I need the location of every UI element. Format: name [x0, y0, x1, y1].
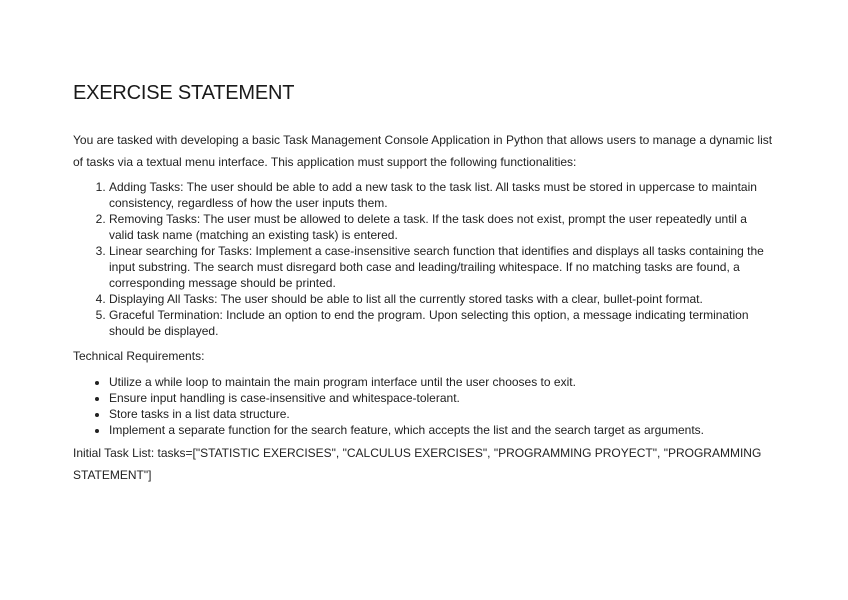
list-item: 3. Linear searching for Tasks: Implement a case-insensitive search function that identifies and displays all tasks containing the input substring. The search must disregard both case and leading/trailing whitespace. If no matching tasks are found, a corresponding message should be printed.: [109, 243, 773, 291]
document-page: [73, 82, 773, 486]
list-item: 2. Removing Tasks: The user must be allowed to delete a task. If the task does not exist, prompt the user repeatedly until a valid task name (matching an existing task) is entered.: [109, 211, 773, 243]
functionalities-list: [73, 179, 773, 339]
list-item: 4. Displaying All Tasks: The user should be able to list all the currently stored tasks with a clear, bullet-point format.: [109, 291, 773, 307]
technical-requirements-heading: Technical Requirements:: [73, 349, 205, 363]
list-item: 5. Graceful Termination: Include an option to end the program. Upon selecting this option, a message indicating termination should be displayed.: [109, 307, 773, 339]
document-title: EXERCISE STATEMENT: [73, 82, 295, 104]
list-item: 1. Adding Tasks: The user should be able to add a new task to the task list. All tasks must be stored in uppercase to maintain consistency, regardless of how the user inputs them.: [109, 179, 773, 211]
initial-task-list: Initial Task List: tasks=["STATISTIC EXERCISES", "CALCULUS EXERCISES", "PROGRAMMING PROYECT", "PROGRAMMING STATEMENT"]: [73, 446, 762, 482]
intro-paragraph: You are tasked with developing a basic Task Management Console Application in Python that allows users to manage a dynamic list of tasks via a textual menu interface. This application must support the following functionalities:: [73, 133, 773, 169]
list-item: • Implement a separate function for the search feature, which accepts the list and the search target as arguments.: [109, 422, 773, 438]
list-item: • Store tasks in a list data structure.: [109, 406, 773, 422]
list-item: • Ensure input handling is case-insensitive and whitespace-tolerant.: [109, 390, 773, 406]
technical-requirements-list: [73, 374, 773, 438]
list-item: • Utilize a while loop to maintain the main program interface until the user chooses to exit.: [109, 374, 773, 390]
